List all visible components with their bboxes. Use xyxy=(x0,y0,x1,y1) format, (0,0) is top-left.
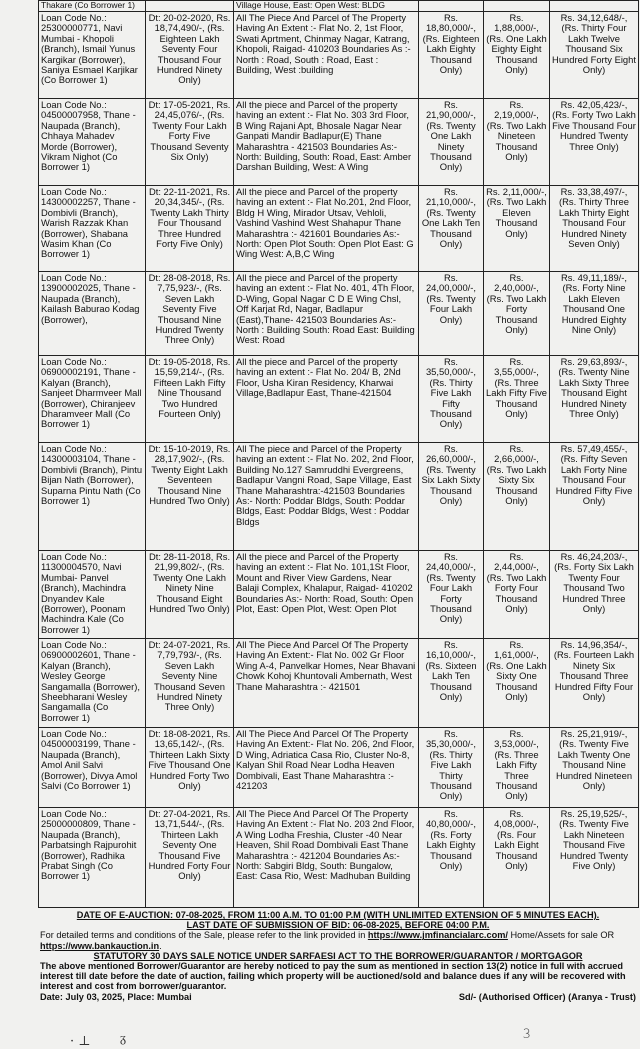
borrower-cell: Loan Code No.: 04500007958, Thane - Naupada (Branch), Chhaya Mahadev Morde (Borrower), Vikram Nighot (Co Borrower 1) xyxy=(39,99,146,186)
reserve-price-cell: Rs. 21,90,000/-, (Rs. Twenty One Lakh Ninety Thousand Only) xyxy=(419,99,484,186)
borrower-cell: Loan Code No.: 25300000771, Navi Mumbai - Khopoli (Branch), Ismail Yunus Kargikar (Borrower), Saniya Esmael Karjikar (Co Borrower 1) xyxy=(39,12,146,99)
property-description-cell: All the piece and Parcel of the property having an extent :- Flat No. 303 3rd Floor, B Wing Rajani Apt, Bhosale Nagar Near Ganpati Mandir Badlapur(E) Thane Maharashtra - 421503 Boundaries As:- North: Building, South: Road, East: Amber Darshan Building, West: A Wing xyxy=(234,99,419,186)
handwritten-mark: · ⊥ xyxy=(70,1034,91,1049)
demand-notice-cell xyxy=(146,1,234,12)
emd-cell: Rs. 2,40,000/-, (Rs. Two Lakh Forty Thousand Only) xyxy=(484,272,550,356)
property-description-cell: All The Piece And Parcel Of The Property Having An Extent:- Flat No. 002 Gr Floor Wing A-4, Panvelkar Homes, Near Bhavani Chowk Kohoj Khuntovali Ambernath, West Thane Maharashtra :- 421501 xyxy=(234,639,419,728)
auction-date-line: DATE OF E-AUCTION: 07-08-2025, FROM 11:00 A.M. TO 01:00 P.M (WITH UNLIMITED EXTENSION OF 5 MINUTES EACH). xyxy=(76,910,600,920)
terms-line xyxy=(40,930,636,950)
reserve-price-cell: Rs. 18,80,000/-, (Rs. Eighteen Lakh Eighty Thousand Only) xyxy=(419,12,484,99)
outstanding-dues-cell: Rs. 42,05,423/-, (Rs. Forty Two Lakh Five Thousand Four Hundred Twenty Three Only) xyxy=(550,99,639,186)
property-description-cell: All The Piece And Parcel of The Property Having An Extent :- Flat No. 2, 1st Floor, Swati Aprtment, Chinmay Nagar, Katrang, Khopoli, Raigad- 410203 Boundaries As :- North : Road, South : Road, East : Building, West :building xyxy=(234,12,419,99)
reserve-price-cell: Rs. 26,60,000/-, (Rs. Twenty Six Lakh Sixty Thousand Only) xyxy=(419,443,484,551)
date-place: Date: July 03, 2025, Place: Mumbai xyxy=(40,991,192,1002)
reserve-price-cell: Rs. 35,50,000/-, (Rs. Thirty Five Lakh Fifty Thousand Only) xyxy=(419,356,484,443)
terms-text-end: . xyxy=(159,940,162,951)
outstanding-dues-cell: Rs. 25,21,919/-, (Rs. Twenty Five Lakh Twenty One Thousand Nine Hundred Nineteen Only) xyxy=(550,728,639,808)
outstanding-dues-cell: Rs. 34,12,648/-, (Rs. Thirty Four Lakh Twelve Thousand Six Hundred Forty Eight Only) xyxy=(550,12,639,99)
demand-notice-cell: Dt: 20-02-2020, Rs. 18,74,490/-, (Rs. Eighteen Lakh Seventy Four Thousand Four Hundred Ninety Only) xyxy=(146,12,234,99)
demand-notice-cell: Dt: 28-11-2018, Rs. 21,99,802/-, (Rs. Twenty One Lakh Ninety Nine Thousand Eight Hundred Two Only) xyxy=(146,551,234,639)
table-row xyxy=(39,639,639,728)
property-description-cell: All The Piece And Parcel Of The Property Having An Extent:- Flat No. 206, 2nd Floor, D Wing, Adriatica Casa Rio, Cluster No-8, Kalyan Shil Road Near Lodha Heaven Dombivali, East Thane Maharashtra :- 421203 xyxy=(234,728,419,808)
reserve-price-cell: Rs. 40,80,000/-, (Rs. Forty Lakh Eighty Thousand Only) xyxy=(419,808,484,908)
borrower-cell: Loan Code No.: 04500003199, Thane - Naupada (Branch), Amol Anil Salvi (Borrower), Divya Amol Salvi (Co Borrower 1) xyxy=(39,728,146,808)
borrower-cell: Loan Code No.: 14300003104, Thane - Dombivli (Branch), Pintu Bijan Nath (Borrower), Suparna Pintu Nath (Co Borrower 1) xyxy=(39,443,146,551)
bid-deadline-line: LAST DATE OF SUBMISSION OF BID: 06-08-2025, BEFORE 04:00 P.M. xyxy=(186,920,490,931)
outstanding-dues-cell xyxy=(550,1,639,12)
outstanding-dues-cell: Rs. 49,11,189/-, (Rs. Forty Nine Lakh Eleven Thousand One Hundred Eighty Nine Only) xyxy=(550,272,639,356)
emd-cell: Rs. 3,53,000/-, (Rs. Three Lakh Fifty Three Thousand Only) xyxy=(484,728,550,808)
terms-text-mid: Home/Assets for sale OR xyxy=(507,930,615,941)
demand-notice-cell: Dt: 22-11-2021, Rs. 20,34,345/-, (Rs. Twenty Lakh Thirty Four Thousand Three Hundred Forty Five Only) xyxy=(146,186,234,272)
outstanding-dues-cell: Rs. 57,49,455/-, (Rs. Fifty Seven Lakh Forty Nine Thousand Four Hundred Fifty Five Only) xyxy=(550,443,639,551)
outstanding-dues-cell: Rs. 33,38,497/-, (Rs. Thirty Three Lakh Thirty Eight Thousand Four Hundred Ninety Seven Only) xyxy=(550,186,639,272)
reserve-price-cell: Rs. 35,30,000/-, (Rs. Thirty Five Lakh Thirty Thousand Only) xyxy=(419,728,484,808)
reserve-price-cell: Rs. 16,10,000/-, (Rs. Sixteen Lakh Ten Thousand Only) xyxy=(419,639,484,728)
bankauction-link[interactable]: https://www.bankauction.in xyxy=(40,940,160,951)
table-row xyxy=(39,272,639,356)
outstanding-dues-cell: Rs. 14,96,354/-, (Rs. Fourteen Lakh Ninety Six Thousand Three Hundred Fifty Four Only) xyxy=(550,639,639,728)
reserve-price-cell: Rs. 21,10,000/-, (Rs. Twenty One Lakh Ten Thousand Only) xyxy=(419,186,484,272)
demand-notice-cell: Dt: 19-05-2018, Rs. 15,59,214/-, (Rs. Fifteen Lakh Fifty Nine Thousand Two Hundred Fourteen Only) xyxy=(146,356,234,443)
property-description-cell: All the piece and Parcel of the property having an extent :- Flat No. 204/ B, 2Nd Floor, Usha Kiran Residency, Kharwai Village,Badlapur East, Thane-421504 xyxy=(234,356,419,443)
table-row xyxy=(39,99,639,186)
date-signature-row xyxy=(40,992,636,1002)
borrower-cell: Loan Code No.: 06900002191, Thane - Kalyan (Branch), Sanjeet Dharmveer Mall (Borrower), Chiranjeev Dharamveer Mall (Co Borrower 1) xyxy=(39,356,146,443)
outstanding-dues-cell: Rs. 29,63,893/-, (Rs. Twenty Nine Lakh Sixty Three Thousand Eight Hundred Ninety Three Only) xyxy=(550,356,639,443)
reserve-price-cell: Rs. 24,00,000/-, (Rs. Twenty Four Lakh Only) xyxy=(419,272,484,356)
reserve-price-cell: Rs. 24,40,000/-, (Rs. Twenty Four Lakh Forty Thousand Only) xyxy=(419,551,484,639)
table-row xyxy=(39,728,639,808)
emd-cell: Rs. 1,61,000/-, (Rs. One Lakh Sixty One Thousand Only) xyxy=(484,639,550,728)
demand-notice-cell: Dt: 15-10-2019, Rs. 28,17,902/-, (Rs. Twenty Eight Lakh Seventeen Thousand Nine Hundred Two Only) xyxy=(146,443,234,551)
table-row xyxy=(39,551,639,639)
borrower-cell: Loan Code No.: 14300002257, Thane - Dombivli (Branch), Warish Razzak Khan (Borrower), Shabana Wasim Khan (Co Borrower 1) xyxy=(39,186,146,272)
table-row xyxy=(39,12,639,99)
demand-notice-cell: Dt: 17-05-2021, Rs. 24,45,076/-, (Rs. Twenty Four Lakh Forty Five Thousand Seventy Six Only) xyxy=(146,99,234,186)
emd-cell xyxy=(484,1,550,12)
table-row xyxy=(39,186,639,272)
property-description-cell: All the piece and Parcel of the property having an extent :- Flat No.201, 2nd Floor, Bldg H Wing, Mirador Utsav, Vehloli, Vashind Vashind West Shahapur Thane Maharashtra :- 421601 Boundaries As:- North: Open Plot South: Open Plot East: G Wing West: A,B,C Wing xyxy=(234,186,419,272)
emd-cell: Rs. 2,66,000/-, (Rs. Two Lakh Sixty Six Thousand Only) xyxy=(484,443,550,551)
outstanding-dues-cell: Rs. 46,24,203/-, (Rs. Forty Six Lakh Twenty Four Thousand Two Hundred Three Only) xyxy=(550,551,639,639)
property-description-cell: All the piece and Parcel of the property having an extent :- Flat No. 401, 4Th Floor, D-Wing, Gopal Nagar C D E Wing Chsl, Off Karjat Rd, Nagar, Badlapur (East),Thane- 421503 Boundaries As:- North : Building South: Road East: Building West: Road xyxy=(234,272,419,356)
borrower-cell: Loan Code No.: 13900002025, Thane - Naupada (Branch), Kailash Baburao Kodag (Borrower), xyxy=(39,272,146,356)
emd-cell: Rs. 3,55,000/-, (Rs. Three Lakh Fifty Five Thousand Only) xyxy=(484,356,550,443)
emd-cell: Rs. 4,08,000/-, (Rs. Four Lakh Eight Thousand Only) xyxy=(484,808,550,908)
demand-notice-cell: Dt: 27-04-2021, Rs. 13,71,544/-, (Rs. Thirteen Lakh Seventy One Thousand Five Hundred Forty Four Only) xyxy=(146,808,234,908)
property-description-cell: All The Piece And Parcel Of The Property Having An Extent :- Flat No. 203 2nd Floor, A Wing Lodha Freshia, Cluster -40 Near Heaven, Shil Road Dombivali East Thane Maharashtra :- 421204 Boundaries As:- North: Sabgiri Bldg, South: Bungalow, East: Casa Rio, West: Madhuban Building xyxy=(234,808,419,908)
table-row xyxy=(39,443,639,551)
table-row xyxy=(39,808,639,908)
terms-text: For detailed terms and conditions of the Sale, please refer to the link provided in xyxy=(40,930,368,941)
auction-property-table xyxy=(38,0,639,908)
statutory-notice-body: The above mentioned Borrower/Guarantor are hereby noticed to pay the sum as mentioned in section 13(2) notice in full with accrued interest till date before the date of auction, failing which property will be auctioned/sold and balance dues if any will be recovered with interest and cost from borrower/guarantor. xyxy=(40,961,626,992)
jmfinancialarc-link[interactable]: https://www.jmfinancialarc.com/ xyxy=(367,930,508,941)
borrower-cell: Loan Code No.: 25000000809, Thane - Naupada (Branch), Parbatsingh Rajpurohit (Borrower), Radhika Prabat Singh (Co Borrower 1) xyxy=(39,808,146,908)
emd-cell: Rs. 2,44,000/-, (Rs. Two Lakh Forty Four Thousand Only) xyxy=(484,551,550,639)
demand-notice-cell: Dt: 24-07-2021, Rs. 7,79,793/-, (Rs. Seven Lakh Seventy Nine Thousand Seven Hundred Ninety Three Only) xyxy=(146,639,234,728)
borrower-cell: Loan Code No.: 06900002601, Thane - Kalyan (Branch), Wesley George Sangamalla (Borrower), Sheebharani Wesley Sangamalla (Co Borrower 1) xyxy=(39,639,146,728)
demand-notice-cell: Dt: 28-08-2018, Rs. 7,75,923/-, (Rs. Seven Lakh Seventy Five Thousand Nine Hundred Twenty Three Only) xyxy=(146,272,234,356)
emd-cell: Rs. 1,88,000/-, (Rs. One Lakh Eighty Eight Thousand Only) xyxy=(484,12,550,99)
property-description-cell: All the piece and Parcel of the Property having an extent :- Flat No. 101,1St Floor, Mount and River View Gardens, Near Balaji Complex, Khalapur, Raigad- 410202 Boundaries As:- North: Road, South: Open Plot, East: Open Plot, West: Open Plot xyxy=(234,551,419,639)
emd-cell: Rs. 2,11,000/-, (Rs. Two Lakh Eleven Thousand Only) xyxy=(484,186,550,272)
borrower-cell: Thakare (Co Borrower 1) xyxy=(39,1,146,12)
property-description-cell: Village House, East: Open West: BLDG xyxy=(234,1,419,12)
statutory-notice-title: STATUTORY 30 DAYS SALE NOTICE UNDER SARFAESI ACT TO THE BORROWER/GUARANTOR / MORTGAGOR xyxy=(93,950,583,961)
authorised-officer-signature: Sd/- (Authorised Officer) (Aranya - Trust) xyxy=(458,991,636,1002)
property-description-cell: All The piece and Parcel of the Property having an extent :- Flat No. 202, 2nd Floor, Building No.127 Samruddhi Evergreens, Badlapur Vangni Road, Sape Village, East Thane Maharashtra:-421503 Boundaries As:- North: Poddar Bldgs, South: Poddar Bldgs, East: Poddar Bldgs, West : Poddar Bldgs xyxy=(234,443,419,551)
reserve-price-cell xyxy=(419,1,484,12)
table-row-top-strip xyxy=(39,1,639,12)
borrower-cell: Loan Code No.: 11300004570, Navi Mumbai- Panvel (Branch), Machindra Dnyandev Kale (Borrower), Poonam Machindra Kale (Co Borrower 1) xyxy=(39,551,146,639)
demand-notice-cell: Dt: 18-08-2021, Rs. 13,65,142/-, (Rs. Thirteen Lakh Sixty Five Thousand One Hundred Forty Two Only) xyxy=(146,728,234,808)
emd-cell: Rs. 2,19,000/-, (Rs. Two Lakh Nineteen Thousand Only) xyxy=(484,99,550,186)
notice-footer xyxy=(40,910,636,1002)
handwritten-mark: ᵹ xyxy=(120,1031,127,1046)
outstanding-dues-cell: Rs. 25,19,525/-, (Rs. Twenty Five Lakh Nineteen Thousand Five Hundred Twenty Five Only) xyxy=(550,808,639,908)
handwritten-mark: 𝟹 xyxy=(522,1026,531,1042)
table-row xyxy=(39,356,639,443)
